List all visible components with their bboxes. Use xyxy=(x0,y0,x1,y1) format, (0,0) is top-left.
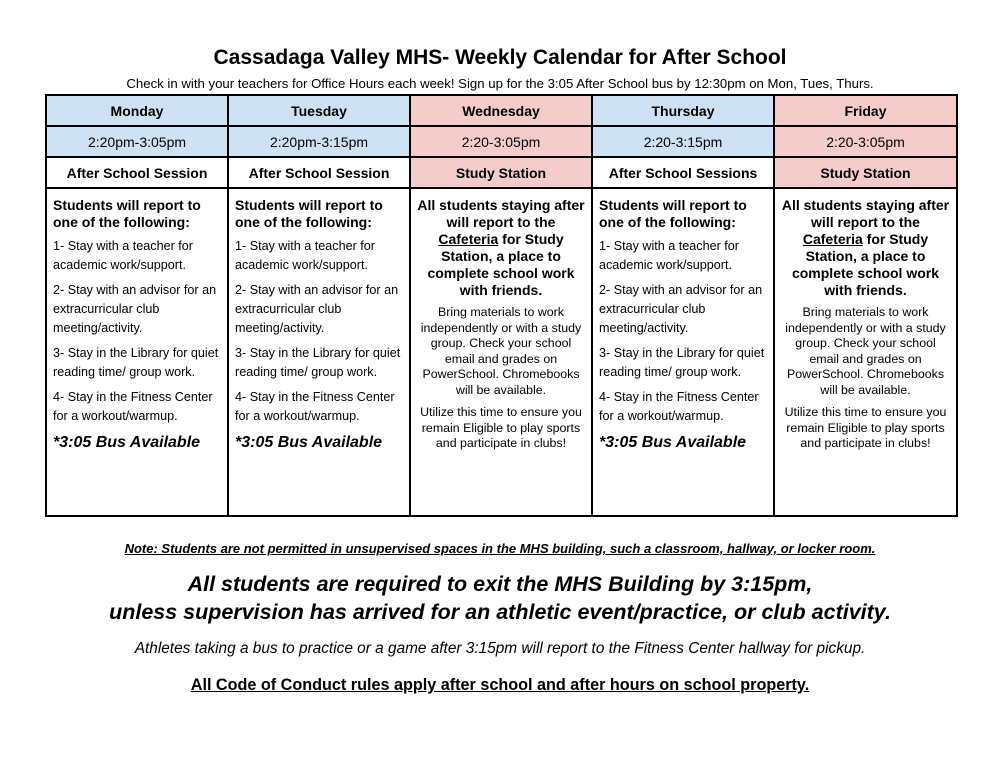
details-friday xyxy=(774,188,957,516)
option-fitness: 4- Stay in the Fitness Center for a workout/warmup. xyxy=(599,390,759,423)
code-of-conduct-note: All Code of Conduct rules apply after school and after hours on school property. xyxy=(190,676,810,694)
bus-available: *3:05 Bus Available xyxy=(235,434,383,451)
day-tuesday: Tuesday xyxy=(228,95,410,126)
option-teacher: 1- Stay with a teacher for academic work/support. xyxy=(599,239,739,272)
session-row xyxy=(46,157,957,188)
study-materials-text: Bring materials to work independently or with a study group. Check your school email and grades on PowerSchool. Chromebooks will be available. xyxy=(785,305,946,397)
time-monday: 2:20pm-3:05pm xyxy=(46,126,228,157)
option-library: 3- Stay in the Library for quiet reading time/ group work. xyxy=(53,346,219,379)
exit-requirement-line-1: All students are required to exit the MHS Building by 3:15pm, xyxy=(187,572,813,596)
session-heading: Students will report to one of the following: xyxy=(53,197,201,230)
day-monday: Monday xyxy=(46,95,228,126)
option-advisor: 2- Stay with an advisor for an extracurricular club meeting/activity. xyxy=(53,283,217,335)
exit-requirement xyxy=(0,570,1000,626)
bus-available: *3:05 Bus Available xyxy=(599,434,747,451)
bus-available: *3:05 Bus Available xyxy=(53,434,201,451)
study-eligibility-text: Utilize this time to ensure you remain Eligible to play sports and participate in clubs! xyxy=(784,405,947,450)
details-row xyxy=(46,188,957,516)
option-library: 3- Stay in the Library for quiet reading time/ group work. xyxy=(235,346,401,379)
session-heading: Students will report to one of the following: xyxy=(599,197,747,230)
details-wednesday xyxy=(410,188,592,516)
study-eligibility-text: Utilize this time to ensure you remain Eligible to play sports and participate in clubs! xyxy=(420,405,582,450)
details-tuesday xyxy=(228,188,410,516)
time-row xyxy=(46,126,957,157)
day-wednesday: Wednesday xyxy=(410,95,592,126)
study-heading: All students staying after will report to the Cafeteria for Study Station, a place to complete school work with friends. xyxy=(781,197,950,298)
time-thursday: 2:20-3:15pm xyxy=(592,126,774,157)
option-teacher: 1- Stay with a teacher for academic work/support. xyxy=(53,239,193,272)
page-title: Cassadaga Valley MHS- Weekly Calendar for After School xyxy=(213,46,787,69)
cafeteria-label: Cafeteria xyxy=(802,231,863,247)
session-thursday: After School Sessions xyxy=(592,157,774,188)
session-friday: Study Station xyxy=(774,157,957,188)
time-tuesday: 2:20pm-3:15pm xyxy=(228,126,410,157)
session-tuesday: After School Session xyxy=(228,157,410,188)
details-monday xyxy=(46,188,228,516)
time-wednesday: 2:20-3:05pm xyxy=(410,126,592,157)
time-friday: 2:20-3:05pm xyxy=(774,126,957,157)
day-thursday: Thursday xyxy=(592,95,774,126)
option-advisor: 2- Stay with an advisor for an extracurricular club meeting/activity. xyxy=(235,283,399,335)
cafeteria-label: Cafeteria xyxy=(438,231,499,247)
session-monday: After School Session xyxy=(46,157,228,188)
study-heading: All students staying after will report to the Cafeteria for Study Station, a place to complete school work with friends. xyxy=(417,197,585,298)
study-materials-text: Bring materials to work independently or with a study group. Check your school email and grades on PowerSchool. Chromebooks will be available. xyxy=(420,305,582,397)
supervision-note: Note: Students are not permitted in unsupervised spaces in the MHS building, such a classroom, hallway, or locker room. xyxy=(124,541,876,556)
athletes-pickup-note: Athletes taking a bus to practice or a game after 3:15pm will report to the Fitness Center hallway for pickup. xyxy=(134,640,866,657)
weekly-calendar-table xyxy=(45,94,958,517)
page-subtitle: Check in with your teachers for Office Hours each week! Sign up for the 3:05 After School bus by 12:30pm on Mon, Tues, Thurs. xyxy=(126,76,874,91)
option-teacher: 1- Stay with a teacher for academic work/support. xyxy=(235,239,375,272)
day-header-row xyxy=(46,95,957,126)
session-heading: Students will report to one of the following: xyxy=(235,197,383,230)
details-thursday xyxy=(592,188,774,516)
option-fitness: 4- Stay in the Fitness Center for a workout/warmup. xyxy=(235,390,395,423)
option-fitness: 4- Stay in the Fitness Center for a workout/warmup. xyxy=(53,390,213,423)
option-advisor: 2- Stay with an advisor for an extracurricular club meeting/activity. xyxy=(599,283,763,335)
day-friday: Friday xyxy=(774,95,957,126)
exit-requirement-line-2: unless supervision has arrived for an athletic event/practice, or club activity. xyxy=(109,600,891,624)
option-library: 3- Stay in the Library for quiet reading time/ group work. xyxy=(599,346,765,379)
session-wednesday: Study Station xyxy=(410,157,592,188)
